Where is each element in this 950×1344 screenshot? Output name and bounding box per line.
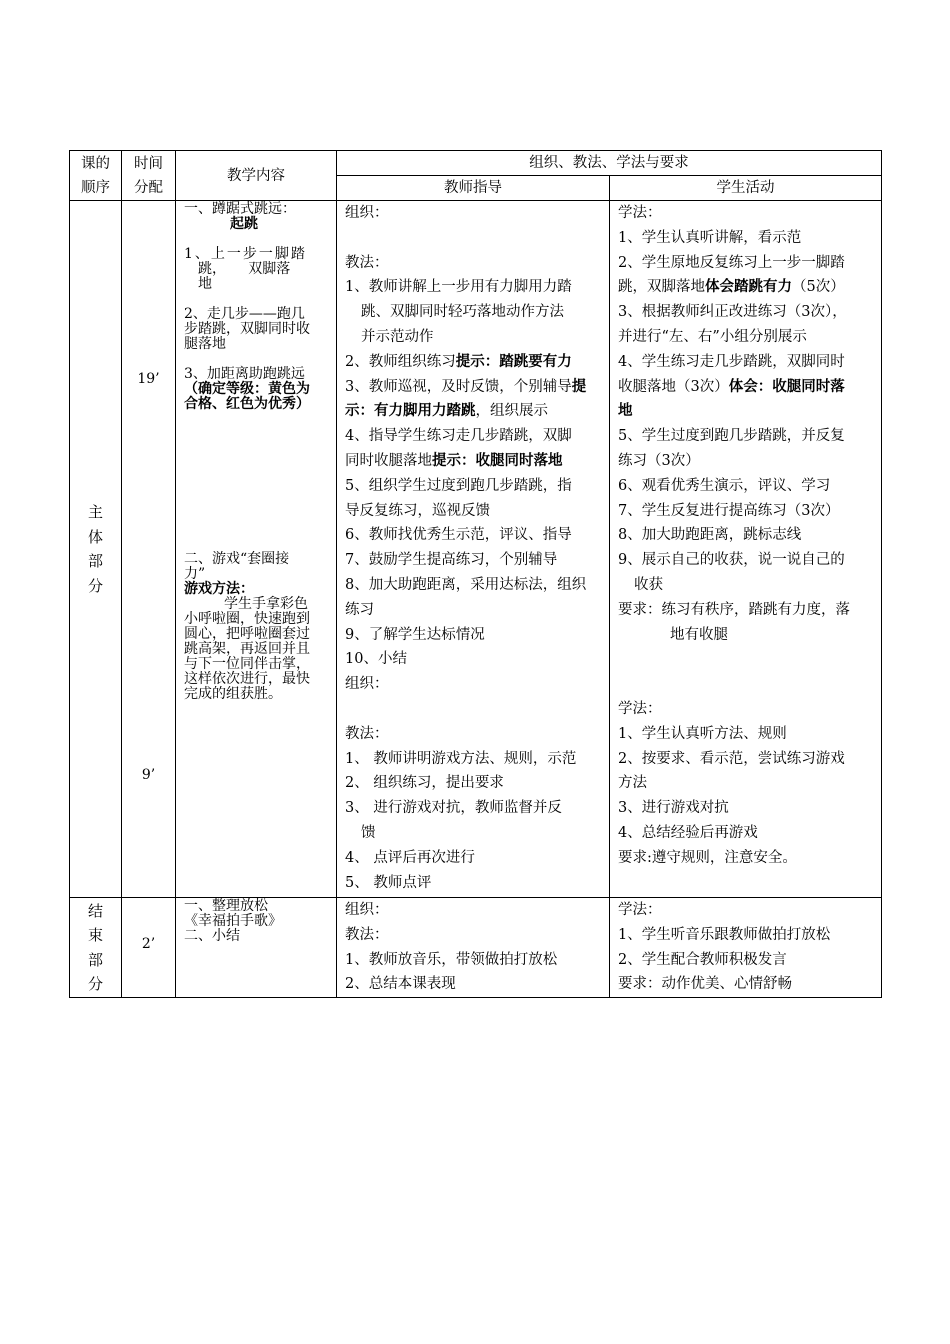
section-main-label: 主 体 部 分 [70,201,122,898]
section-end-content: 一、整理放松 《幸福拍手歌》 二、小结 [176,898,337,998]
header-lesson-order: 课的 顺序 [70,151,122,201]
header-time-allocation: 时间 分配 [122,151,176,201]
header-teaching-content: 教学内容 [176,151,337,201]
section-main-time [122,201,176,898]
section-end-student: 学法： 1、学生听音乐跟教师做拍打放松 2、学生配合教师积极发言 要求：动作优美、心情舒畅 [610,898,882,998]
section-main-student: 学法： 1、学生认真听讲解，看示范 2、学生原地反复练习上一步一脚踏 跳，双脚落地体会踏跳有力（5次） 3、根据教师纠正改进练习（3次）， 并进行“左、右”小组分别展示 4、学生练习走几步踏跳，双脚同时 收腿落地（3次）体会：收腿同时落 地 5、学生过度到跑几步踏跳，并反复 练习（3次） 6、观看优秀生演示，评议、学习 7、学生反复进行提高练习（3次） 8、加大助跑距离，跳标志线 9、展示自己的收获，说一说自己的 收获 要求：练习有秩序，踏跳有力度，落 地有收腿 学法： 1、学生认真听方法、规则 2、按要求、看示范，尝试练习游戏 方法 3、进行游戏对抗 4、总结经验后再游戏 要求:遵守规则，注意安全。 [610,201,882,898]
time-long-jump: 19’ [137,371,160,387]
section-end-time: 2’ [122,898,176,998]
section-main-content: 一、蹲踞式跳远： 起跳 1、上一步一脚踏 跳， 双脚落 地 2、走几步——跑几 步踏跳，双脚同时收 腿落地 3、加距离助跑跳远 （确定等级：黄色为 合格、红色为优秀） 二、游戏“套圈接 力” 游戏方法： 学生手拿彩色 小呼啦圈，快速跑到 圆心，把呼啦圈套过 跳高架，再返回并且 与下一位同伴击掌， 这样依次进行，最快 完成的组获胜。 [176,201,337,898]
section-end-label: 结 束 部 分 [70,898,122,998]
header-student-activity: 学生活动 [610,176,882,201]
time-game: 9’ [141,767,156,783]
section-main-teacher: 组织： 教法： 1、教师讲解上一步用有力脚用力踏 跳、双脚同时轻巧落地动作方法 并示范动作 2、教师组织练习提示：踏跳要有力 3、教师巡视，及时反馈，个别辅导提 示：有力脚用力踏跳，组织展示 4、指导学生练习走几步踏跳，双脚 同时收腿落地提示：收腿同时落地 5、组织学生过度到跑几步踏跳，指 导反复练习，巡视反馈 6、教师找优秀生示范，评议、指导 7、鼓励学生提高练习，个别辅导 8、加大助跑距离，采用达标法，组织 练习 9、了解学生达标情况 10、小结 组织： 教法： 1、 教师讲明游戏方法、规则，示范 2、 组织练习，提出要求 3、 进行游戏对抗，教师监督并反 馈 4、 点评后再次进行 5、 教师点评 [337,201,610,898]
header-methods: 组织、教法、学法与要求 [337,151,882,176]
lesson-plan-table [69,150,882,998]
section-end-teacher: 组织： 教法： 1、教师放音乐，带领做拍打放松 2、总结本课表现 [337,898,610,998]
header-teacher-guidance: 教师指导 [337,176,610,201]
